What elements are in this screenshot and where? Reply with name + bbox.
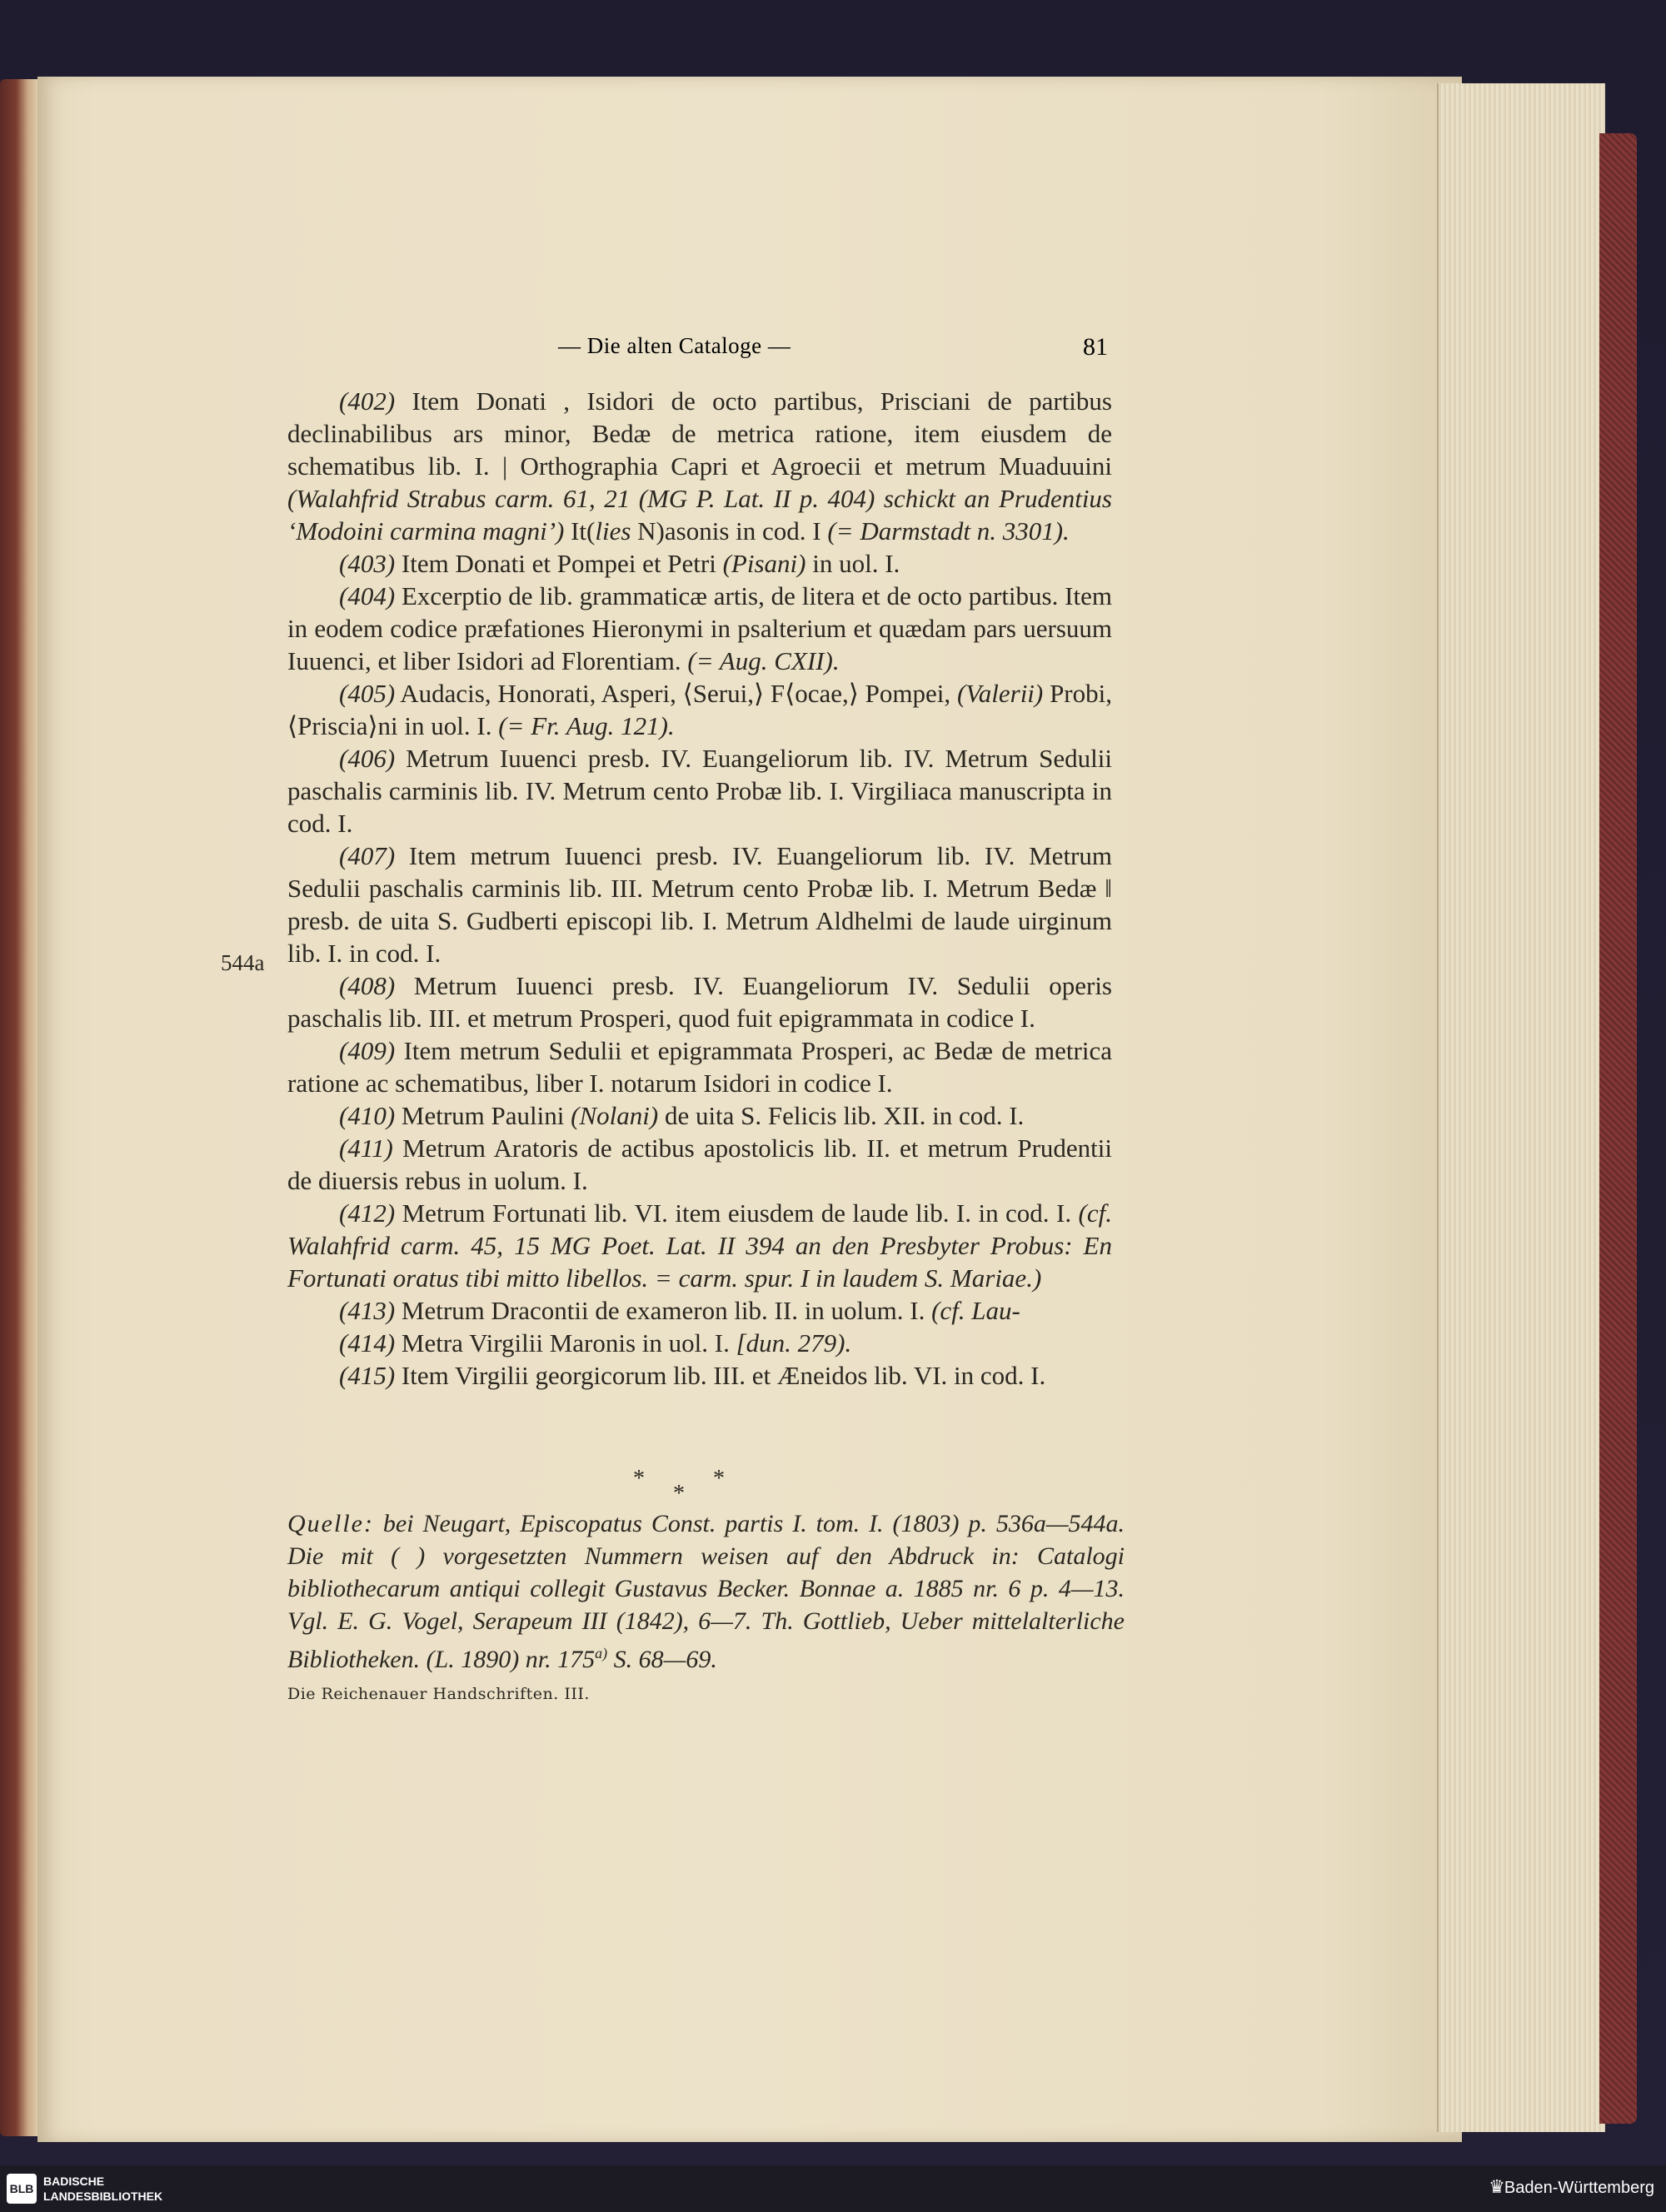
catalog-entry	[287, 1034, 1112, 1099]
entry-number: (407)	[339, 841, 396, 870]
catalog-entry	[287, 839, 1112, 969]
entry-text: Audacis, Honorati, Asperi, ⟨Serui,⟩ F⟨ocae,⟩ Pompei,	[395, 679, 957, 708]
catalog-entries	[287, 385, 1112, 1392]
entry-number: (402)	[339, 386, 396, 416]
separator-star: *	[713, 1466, 725, 1492]
entry-number: (411)	[339, 1133, 393, 1163]
separator-star: *	[633, 1466, 645, 1492]
left-book-cover	[0, 79, 40, 2136]
entry-text: N)asonis in cod. I	[631, 516, 828, 546]
entry-annotation: lies	[595, 516, 631, 546]
entry-number: (413)	[339, 1296, 396, 1325]
entry-text: Item Virgilii georgicorum lib. III. et Æneidos lib. VI. in cod. I.	[395, 1361, 1046, 1390]
entry-text: Excerptio de lib. grammaticæ artis, de litera et de octo partibus. Item in eodem codice præfationes Hieronymi in psalterium et quædam pars uersuum Iuuenci, et liber Isidori ad Florentiam.	[287, 581, 1112, 675]
entry-number: (404)	[339, 581, 396, 610]
entry-annotation: (= Aug. CXII).	[687, 646, 840, 675]
entry-annotation: (Walahfrid Strabus carm. 61, 21 (MG P. Lat. II p. 404) schickt an Prudentius ‘Modoini carmina magni’)	[287, 484, 1112, 546]
library-name-line1: BADISCHE	[43, 2175, 105, 2188]
entry-number: (415)	[339, 1361, 396, 1390]
entry-text: Metrum Fortunati lib. VI. item eiusdem de laude lib. I. in cod. I.	[395, 1198, 1079, 1228]
library-name-line2: LANDESBIBLIOTHEK	[43, 2190, 163, 2203]
entry-text: Metrum Paulini	[395, 1101, 571, 1130]
entry-number: (409)	[339, 1036, 396, 1065]
source-superscript: a)	[595, 1645, 608, 1661]
source-text: bei Neugart, Episcopatus Const. partis I. tom. I. (1803) p. 536a—544a. Die mit ( ) vorgesetzten Nummern weisen auf den Abdruck in: Catalogi bibliothecarum antiqui collegit Gustavus Becker. Bonnae a. 1885 nr. 6 p. 4—13. Vgl. E. G. Vogel, Serapeum III (1842), 6—7. Th. Gottlieb, Ueber mittelalterliche Bibliotheken. (L. 1890) nr. 175	[287, 1510, 1125, 1673]
entry-number: (410)	[339, 1101, 396, 1130]
catalog-entry	[287, 547, 1112, 580]
source-note	[287, 1507, 1125, 1676]
entry-text: Item metrum Iuuenci presb. IV. Euangeliorum lib. IV. Metrum Sedulii paschalis carminis lib. III. Metrum cento Probæ lib. I. Metrum Bedæ ‖ presb. de uita S. Gudberti episcopi lib. I. Metrum Aldhelmi de laude uirginum lib. I. in cod. I.	[287, 841, 1112, 968]
catalog-entry	[287, 1327, 1112, 1359]
blb-logo[interactable]: BLB	[7, 2174, 37, 2204]
catalog-entry	[287, 969, 1112, 1034]
entry-number: (412)	[339, 1198, 396, 1228]
source-tail: S. 68—69.	[607, 1646, 717, 1673]
running-title: — Die alten Cataloge —	[558, 333, 791, 358]
running-head	[275, 333, 1108, 366]
viewer-footer	[0, 2165, 1666, 2212]
right-book-cover	[1599, 133, 1637, 2124]
entry-text: Metrum Aratoris de actibus apostolicis lib. II. et metrum Prudentii de diuersis rebus in uolum. I.	[287, 1133, 1112, 1195]
catalog-entry	[287, 1099, 1112, 1132]
entry-annotation: (= Fr. Aug. 121).	[498, 711, 675, 740]
entry-text: Metrum Iuuenci presb. IV. Euangeliorum IV. Sedulii operis paschalis lib. III. et metrum Prosperi, quod fuit epigrammata in codice I.	[287, 971, 1112, 1033]
catalog-entry	[287, 742, 1112, 839]
entry-text: in uol. I.	[806, 549, 900, 578]
catalog-entry	[287, 677, 1112, 742]
entry-text: Metrum Dracontii de exameron lib. II. in uolum. I.	[395, 1296, 932, 1325]
entry-text: Item Donati et Pompei et Petri	[395, 549, 723, 578]
entry-number: (403)	[339, 549, 396, 578]
entry-text: It(	[564, 516, 596, 546]
lions-crest-icon: ♛	[1489, 2177, 1505, 2198]
entry-text: de uita S. Felicis lib. XII. in cod. I.	[658, 1101, 1025, 1130]
entry-annotation: (Pisani)	[722, 549, 806, 578]
section-separator	[633, 1466, 775, 1507]
footer-signature: Die Reichenauer Handschriften. III.	[287, 1685, 590, 1703]
entry-text: Probi, ⟨Priscia⟩ni in uol. I.	[287, 679, 1112, 740]
catalog-entry	[287, 1197, 1112, 1294]
catalog-entry	[287, 1294, 1112, 1327]
entry-annotation: (Valerii)	[956, 679, 1044, 708]
entry-annotation: [dun. 279).	[736, 1328, 852, 1358]
separator-star: *	[673, 1481, 685, 1507]
entry-text: Item Donati , Isidori de octo partibus, Prisciani de partibus declinabilibus ars minor, Bedæ de metrica ratione, item eiusdem de schematibus lib. I. | Orthographia Capri et Agroecii et metrum Muaduuini	[287, 386, 1112, 481]
catalog-entry	[287, 1132, 1112, 1197]
entry-number: (405)	[339, 679, 396, 708]
source-lead: Quelle:	[287, 1510, 374, 1537]
library-name	[43, 2174, 162, 2204]
catalog-entry	[287, 1359, 1112, 1392]
page-edges	[1437, 83, 1605, 2132]
entry-annotation: (cf. Walahfrid carm. 45, 15 MG Poet. Lat. II 394 an den Presbyter Probus: En Fortunati oratus tibi mitto libellos. = carm. spur. I in laudem S. Mariae.)	[287, 1198, 1112, 1293]
entry-annotation: (cf. Lau-	[931, 1296, 1020, 1325]
entry-number: (414)	[339, 1328, 396, 1358]
entry-text: Item metrum Sedulii et epigrammata Prosperi, ac Bedæ de metrica ratione ac schematibus, liber I. notarum Isidori in codice I.	[287, 1036, 1112, 1098]
entry-annotation: (Nolani)	[571, 1101, 659, 1130]
margin-note: 544a	[221, 950, 265, 975]
catalog-entry	[287, 385, 1112, 547]
page-number: 81	[1083, 333, 1108, 361]
entry-text: Metrum Iuuenci presb. IV. Euangeliorum lib. IV. Metrum Sedulii paschalis carminis lib. IV. Metrum cento Probæ lib. I. Virgiliaca manuscripta in cod. I.	[287, 744, 1112, 838]
entry-number: (406)	[339, 744, 396, 773]
state-name[interactable]: Baden-Württemberg	[1504, 2179, 1654, 2197]
catalog-entry	[287, 580, 1112, 677]
entry-number: (408)	[339, 971, 396, 1000]
entry-annotation: (= Darmstadt n. 3301).	[827, 516, 1070, 546]
entry-text: Metra Virgilii Maronis in uol. I.	[395, 1328, 736, 1358]
